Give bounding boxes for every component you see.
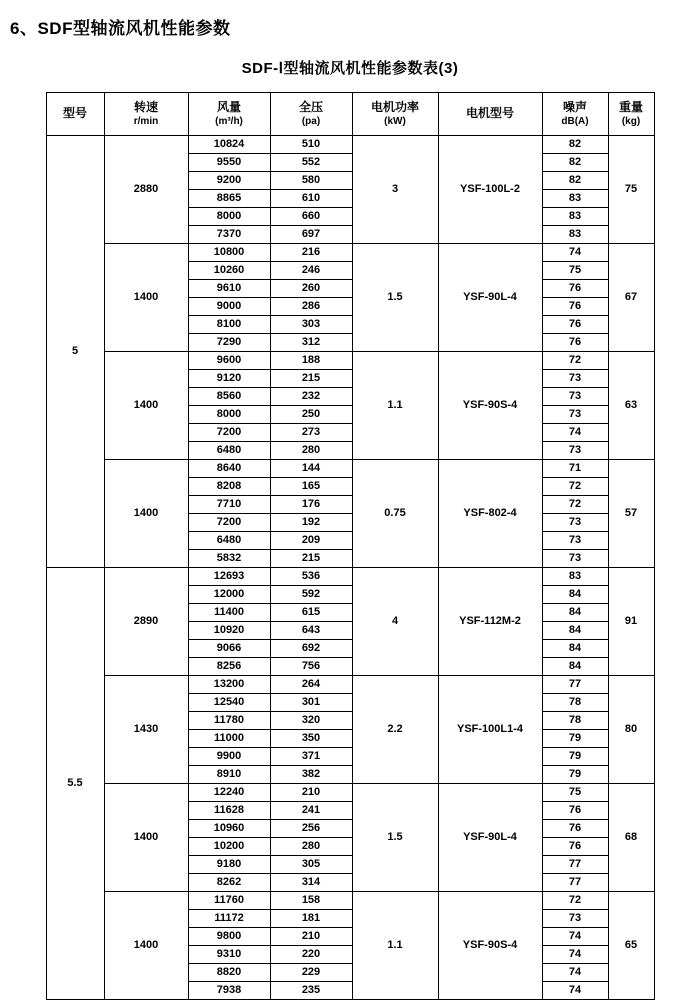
cell-speed: 1400 xyxy=(104,784,188,892)
cell-flow: 12693 xyxy=(188,568,270,586)
cell-pressure: 192 xyxy=(270,514,352,532)
cell-flow: 8000 xyxy=(188,208,270,226)
column-header-weight-sub: (kg) xyxy=(621,115,641,127)
column-header-noise xyxy=(542,93,608,136)
cell-speed: 1430 xyxy=(104,676,188,784)
cell-flow: 9900 xyxy=(188,748,270,766)
cell-pressure: 210 xyxy=(270,928,352,946)
table-row xyxy=(46,568,654,586)
cell-noise: 73 xyxy=(542,442,608,460)
cell-flow: 8560 xyxy=(188,388,270,406)
cell-model: 5 xyxy=(46,136,104,568)
cell-noise: 83 xyxy=(542,190,608,208)
column-header-weight-main: 重量 xyxy=(618,100,643,115)
cell-noise: 73 xyxy=(542,514,608,532)
cell-power: 0.75 xyxy=(352,460,438,568)
cell-power: 1.1 xyxy=(352,892,438,1000)
cell-flow: 8865 xyxy=(188,190,270,208)
cell-pressure: 756 xyxy=(270,658,352,676)
cell-pressure: 210 xyxy=(270,784,352,802)
cell-pressure: 697 xyxy=(270,226,352,244)
cell-pressure: 305 xyxy=(270,856,352,874)
cell-speed: 1400 xyxy=(104,460,188,568)
cell-pressure: 229 xyxy=(270,964,352,982)
cell-speed: 1400 xyxy=(104,352,188,460)
cell-noise: 74 xyxy=(542,244,608,262)
cell-noise: 72 xyxy=(542,478,608,496)
cell-flow: 12000 xyxy=(188,586,270,604)
cell-flow: 9180 xyxy=(188,856,270,874)
cell-pressure: 552 xyxy=(270,154,352,172)
cell-pressure: 660 xyxy=(270,208,352,226)
cell-flow: 13200 xyxy=(188,676,270,694)
column-header-model xyxy=(46,93,104,136)
cell-weight: 63 xyxy=(608,352,654,460)
column-header-noise-main: 噪声 xyxy=(562,100,587,115)
cell-pressure: 286 xyxy=(270,298,352,316)
cell-flow: 6480 xyxy=(188,442,270,460)
table-row xyxy=(46,244,654,262)
column-header-speed-sub: r/min xyxy=(133,115,159,127)
cell-weight: 65 xyxy=(608,892,654,1000)
cell-noise: 71 xyxy=(542,460,608,478)
table-header xyxy=(46,93,654,136)
cell-motor-model: YSF-100L1-4 xyxy=(438,676,542,784)
cell-flow: 11780 xyxy=(188,712,270,730)
table-title: SDF-Ⅰ型轴流风机性能参数表(3) xyxy=(241,60,459,77)
table-row xyxy=(46,460,654,478)
cell-motor-model: YSF-90S-4 xyxy=(438,892,542,1000)
cell-pressure: 264 xyxy=(270,676,352,694)
cell-noise: 82 xyxy=(542,136,608,154)
cell-weight: 57 xyxy=(608,460,654,568)
cell-flow: 11172 xyxy=(188,910,270,928)
table-row xyxy=(46,676,654,694)
cell-flow: 8262 xyxy=(188,874,270,892)
cell-pressure: 314 xyxy=(270,874,352,892)
cell-flow: 9550 xyxy=(188,154,270,172)
cell-speed: 2890 xyxy=(104,568,188,676)
cell-flow: 9600 xyxy=(188,352,270,370)
cell-flow: 12540 xyxy=(188,694,270,712)
cell-noise: 83 xyxy=(542,568,608,586)
cell-noise: 79 xyxy=(542,766,608,784)
cell-motor-model: YSF-90L-4 xyxy=(438,784,542,892)
cell-motor-model: YSF-90L-4 xyxy=(438,244,542,352)
cell-noise: 83 xyxy=(542,226,608,244)
cell-flow: 5832 xyxy=(188,550,270,568)
cell-flow: 7200 xyxy=(188,424,270,442)
cell-pressure: 188 xyxy=(270,352,352,370)
cell-pressure: 692 xyxy=(270,640,352,658)
cell-noise: 73 xyxy=(542,388,608,406)
cell-weight: 68 xyxy=(608,784,654,892)
table-row xyxy=(46,352,654,370)
cell-flow: 10920 xyxy=(188,622,270,640)
cell-pressure: 615 xyxy=(270,604,352,622)
column-header-pressure-sub: (pa) xyxy=(301,115,321,127)
cell-pressure: 260 xyxy=(270,280,352,298)
cell-pressure: 176 xyxy=(270,496,352,514)
cell-noise: 84 xyxy=(542,640,608,658)
cell-pressure: 312 xyxy=(270,334,352,352)
cell-speed: 1400 xyxy=(104,892,188,1000)
cell-pressure: 280 xyxy=(270,442,352,460)
cell-noise: 76 xyxy=(542,280,608,298)
table-row xyxy=(46,136,654,154)
cell-noise: 74 xyxy=(542,424,608,442)
column-header-motor xyxy=(438,93,542,136)
cell-pressure: 241 xyxy=(270,802,352,820)
column-header-power-sub: (kW) xyxy=(384,115,406,127)
cell-flow: 9610 xyxy=(188,280,270,298)
column-header-flow-main: 风量 xyxy=(216,100,241,115)
column-header-weight xyxy=(608,93,654,136)
column-header-flow xyxy=(188,93,270,136)
cell-power: 3 xyxy=(352,136,438,244)
cell-pressure: 216 xyxy=(270,244,352,262)
cell-noise: 84 xyxy=(542,604,608,622)
cell-noise: 73 xyxy=(542,910,608,928)
column-header-noise-sub: dB(A) xyxy=(561,115,589,127)
cell-weight: 75 xyxy=(608,136,654,244)
column-header-pressure-main: 全压 xyxy=(298,100,323,115)
cell-flow: 8100 xyxy=(188,316,270,334)
cell-noise: 76 xyxy=(542,802,608,820)
cell-noise: 75 xyxy=(542,262,608,280)
cell-noise: 72 xyxy=(542,892,608,910)
cell-noise: 76 xyxy=(542,838,608,856)
cell-pressure: 303 xyxy=(270,316,352,334)
cell-noise: 73 xyxy=(542,532,608,550)
cell-pressure: 144 xyxy=(270,460,352,478)
cell-model: 5.5 xyxy=(46,568,104,1000)
cell-noise: 74 xyxy=(542,928,608,946)
cell-flow: 11760 xyxy=(188,892,270,910)
cell-flow: 9800 xyxy=(188,928,270,946)
cell-noise: 76 xyxy=(542,316,608,334)
cell-noise: 78 xyxy=(542,694,608,712)
cell-flow: 8208 xyxy=(188,478,270,496)
cell-motor-model: YSF-802-4 xyxy=(438,460,542,568)
cell-flow: 8000 xyxy=(188,406,270,424)
cell-motor-model: YSF-112M-2 xyxy=(438,568,542,676)
cell-flow: 7370 xyxy=(188,226,270,244)
cell-power: 1.5 xyxy=(352,784,438,892)
cell-pressure: 273 xyxy=(270,424,352,442)
table-row xyxy=(46,892,654,910)
cell-pressure: 235 xyxy=(270,982,352,1000)
cell-flow: 8256 xyxy=(188,658,270,676)
cell-noise: 83 xyxy=(542,208,608,226)
cell-noise: 79 xyxy=(542,730,608,748)
column-header-power-main: 电机功率 xyxy=(370,100,419,115)
cell-motor-model: YSF-90S-4 xyxy=(438,352,542,460)
cell-flow: 12240 xyxy=(188,784,270,802)
cell-noise: 73 xyxy=(542,550,608,568)
cell-pressure: 350 xyxy=(270,730,352,748)
cell-pressure: 232 xyxy=(270,388,352,406)
cell-pressure: 158 xyxy=(270,892,352,910)
cell-pressure: 320 xyxy=(270,712,352,730)
cell-noise: 76 xyxy=(542,334,608,352)
column-header-power xyxy=(352,93,438,136)
column-header-motor-main: 电机型号 xyxy=(465,105,514,120)
cell-power: 1.1 xyxy=(352,352,438,460)
cell-pressure: 610 xyxy=(270,190,352,208)
cell-noise: 84 xyxy=(542,586,608,604)
cell-flow: 9066 xyxy=(188,640,270,658)
cell-power: 1.5 xyxy=(352,244,438,352)
cell-pressure: 246 xyxy=(270,262,352,280)
cell-flow: 7938 xyxy=(188,982,270,1000)
cell-pressure: 209 xyxy=(270,532,352,550)
cell-noise: 73 xyxy=(542,406,608,424)
cell-flow: 10960 xyxy=(188,820,270,838)
cell-noise: 74 xyxy=(542,946,608,964)
column-header-speed xyxy=(104,93,188,136)
document-page xyxy=(0,14,700,997)
cell-flow: 8910 xyxy=(188,766,270,784)
column-header-model-main: 型号 xyxy=(62,105,87,120)
cell-pressure: 580 xyxy=(270,172,352,190)
cell-noise: 84 xyxy=(542,658,608,676)
cell-flow: 7200 xyxy=(188,514,270,532)
cell-flow: 11000 xyxy=(188,730,270,748)
cell-flow: 9310 xyxy=(188,946,270,964)
cell-noise: 82 xyxy=(542,172,608,190)
table-body xyxy=(46,136,654,1000)
header-row xyxy=(46,93,654,136)
cell-flow: 8640 xyxy=(188,460,270,478)
cell-power: 2.2 xyxy=(352,676,438,784)
cell-pressure: 181 xyxy=(270,910,352,928)
cell-flow: 8820 xyxy=(188,964,270,982)
cell-pressure: 256 xyxy=(270,820,352,838)
cell-noise: 73 xyxy=(542,370,608,388)
cell-noise: 77 xyxy=(542,874,608,892)
cell-pressure: 382 xyxy=(270,766,352,784)
table-row xyxy=(46,784,654,802)
cell-flow: 10800 xyxy=(188,244,270,262)
cell-flow: 10260 xyxy=(188,262,270,280)
cell-noise: 76 xyxy=(542,298,608,316)
cell-pressure: 371 xyxy=(270,748,352,766)
cell-noise: 76 xyxy=(542,820,608,838)
cell-pressure: 280 xyxy=(270,838,352,856)
column-header-flow-sub: (m³/h) xyxy=(215,115,243,127)
cell-noise: 77 xyxy=(542,856,608,874)
cell-noise: 72 xyxy=(542,496,608,514)
cell-flow: 9000 xyxy=(188,298,270,316)
column-header-speed-main: 转速 xyxy=(133,100,158,115)
cell-weight: 67 xyxy=(608,244,654,352)
cell-pressure: 215 xyxy=(270,550,352,568)
cell-speed: 1400 xyxy=(104,244,188,352)
cell-flow: 9120 xyxy=(188,370,270,388)
cell-noise: 84 xyxy=(542,622,608,640)
cell-pressure: 301 xyxy=(270,694,352,712)
cell-flow: 7290 xyxy=(188,334,270,352)
cell-pressure: 165 xyxy=(270,478,352,496)
cell-flow: 10824 xyxy=(188,136,270,154)
cell-pressure: 592 xyxy=(270,586,352,604)
cell-flow: 7710 xyxy=(188,496,270,514)
column-header-pressure xyxy=(270,93,352,136)
cell-noise: 79 xyxy=(542,748,608,766)
cell-noise: 74 xyxy=(542,964,608,982)
cell-pressure: 510 xyxy=(270,136,352,154)
cell-noise: 74 xyxy=(542,982,608,1000)
cell-pressure: 215 xyxy=(270,370,352,388)
cell-flow: 11400 xyxy=(188,604,270,622)
cell-flow: 6480 xyxy=(188,532,270,550)
cell-motor-model: YSF-100L-2 xyxy=(438,136,542,244)
cell-flow: 11628 xyxy=(188,802,270,820)
cell-flow: 10200 xyxy=(188,838,270,856)
cell-noise: 77 xyxy=(542,676,608,694)
cell-speed: 2880 xyxy=(104,136,188,244)
cell-pressure: 250 xyxy=(270,406,352,424)
cell-flow: 9200 xyxy=(188,172,270,190)
cell-noise: 78 xyxy=(542,712,608,730)
cell-noise: 82 xyxy=(542,154,608,172)
performance-table xyxy=(46,92,655,1000)
cell-pressure: 643 xyxy=(270,622,352,640)
section-heading: 6、SDF型轴流风机性能参数 xyxy=(10,19,231,38)
cell-noise: 75 xyxy=(542,784,608,802)
cell-power: 4 xyxy=(352,568,438,676)
cell-weight: 80 xyxy=(608,676,654,784)
cell-pressure: 220 xyxy=(270,946,352,964)
cell-pressure: 536 xyxy=(270,568,352,586)
cell-noise: 72 xyxy=(542,352,608,370)
cell-weight: 91 xyxy=(608,568,654,676)
